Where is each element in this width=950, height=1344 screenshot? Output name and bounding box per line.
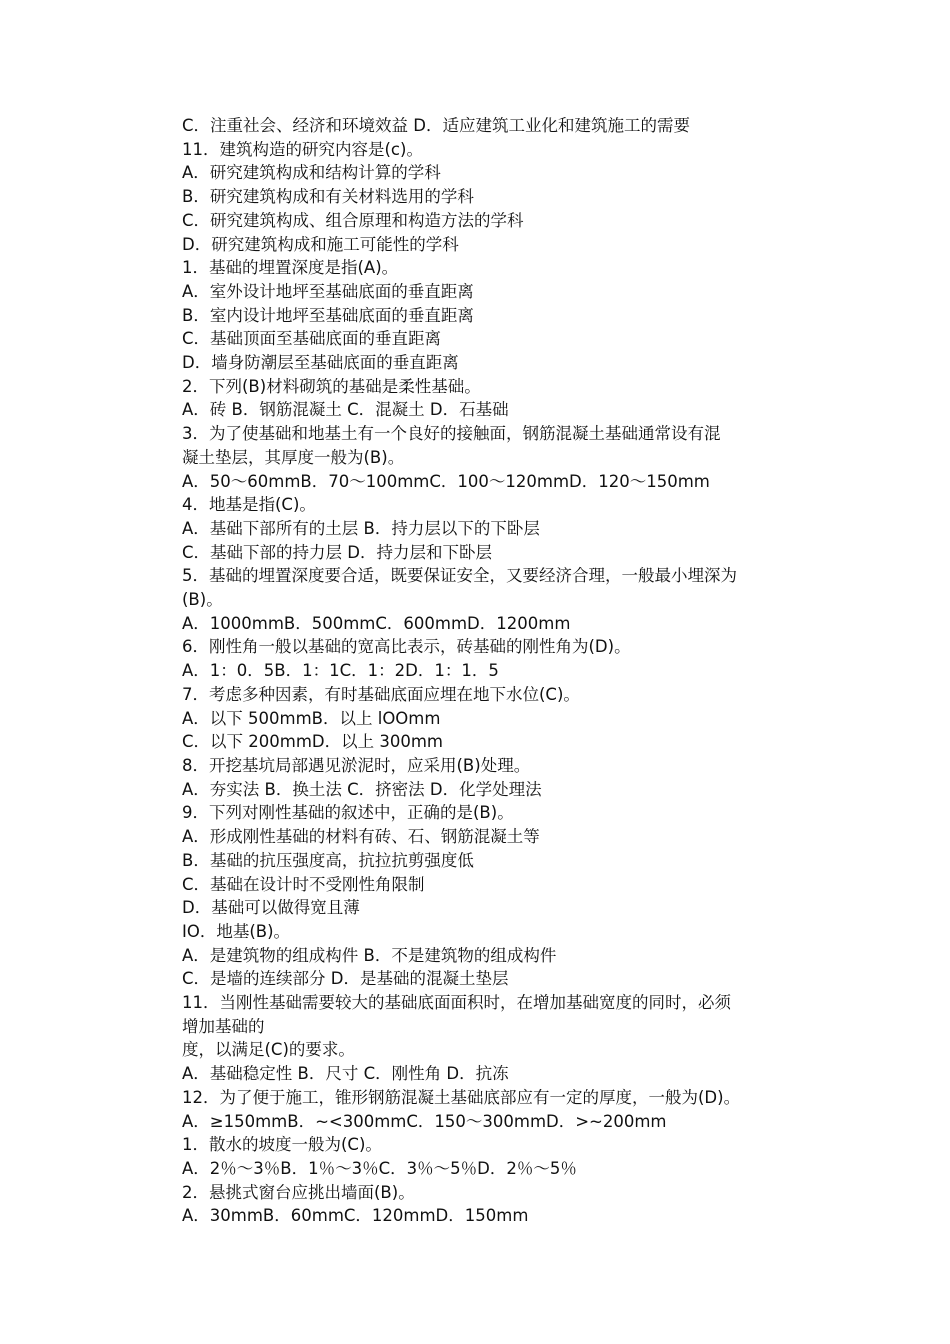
document-page (182, 114, 822, 1228)
option-line: C．以下 200mmD．以上 300mm (182, 732, 443, 752)
question-line-continued: 增加基础的 (182, 1016, 265, 1036)
option-line: D．墙身防潮层至基础底面的垂直距离 (182, 353, 459, 373)
option-line: A．基础稳定性 B．尺寸 C．刚性角 D．抗冻 (182, 1064, 509, 1084)
question-line: 1．基础的埋置深度是指(A)。 (182, 258, 399, 278)
option-line: C．基础顶面至基础底面的垂直距离 (182, 329, 442, 349)
question-line: 9．下列对刚性基础的叙述中，正确的是(B)。 (182, 803, 514, 823)
option-line: D．基础可以做得宽且薄 (182, 898, 360, 918)
option-line: A．夯实法 B．换土法 C．挤密法 D．化学处理法 (182, 779, 542, 799)
question-line: 4．地基是指(C)。 (182, 495, 316, 515)
option-line: A．≥150mmB．~<300mmC．150～300mmD．>~200mm (182, 1111, 667, 1131)
option-line: A．基础下部所有的土层 B．持力层以下的下卧层 (182, 518, 540, 538)
option-line: B．室内设计地坪至基础底面的垂直距离 (182, 305, 474, 325)
question-line: 12．为了便于施工，锥形钢筋混凝土基础底部应有一定的厚度，一般为(D)。 (182, 1087, 741, 1107)
question-line: 11．建筑构造的研究内容是(c)。 (182, 139, 423, 159)
question-line: IO．地基(B)。 (182, 921, 291, 941)
question-line: 2．悬挑式窗台应挑出墙面(B)。 (182, 1182, 415, 1202)
option-line: A．1000mmB．500mmC．600mmD．1200mm (182, 613, 571, 633)
question-line: 8．开挖基坑局部遇见淤泥时，应采用(B)处理。 (182, 755, 531, 775)
question-line-continued: (B)。 (182, 590, 223, 610)
option-line: A．2％～3％B．1％～3％C．3％～5％D．2％～5％ (182, 1158, 577, 1178)
question-line: 1．散水的坡度一般为(C)。 (182, 1135, 382, 1155)
question-line: 3．为了使基础和地基土有一个良好的接触面，钢筋混凝土基础通常设有混 (182, 424, 721, 444)
option-line: A．1：0．5B．1：1C．1：2D．1：1．5 (182, 661, 499, 681)
option-line: A．砖 B．钢筋混凝土 C．混凝土 D．石基础 (182, 400, 509, 420)
option-line: A．是建筑物的组成构件 B．不是建筑物的组成构件 (182, 945, 557, 965)
option-line: B．基础的抗压强度高，抗拉抗剪强度低 (182, 850, 474, 870)
question-line: 5．基础的埋置深度要合适，既要保证安全，又要经济合理，一般最小埋深为 (182, 566, 737, 586)
option-line: C．基础下部的持力层 D．持力层和下卧层 (182, 542, 492, 562)
question-line: 2．下列(B)材料砌筑的基础是柔性基础。 (182, 376, 481, 396)
question-line: 6．刚性角一般以基础的宽高比表示，砖基础的刚性角为(D)。 (182, 637, 631, 657)
question-line-continued: 度，以满足(C)的要求。 (182, 1040, 355, 1060)
option-line: A．室外设计地坪至基础底面的垂直距离 (182, 281, 474, 301)
option-line: C．研究建筑构成、组合原理和构造方法的学科 (182, 210, 524, 230)
option-line: A．形成刚性基础的材料有砖、石、钢筋混凝土等 (182, 827, 540, 847)
question-line-continued: 凝土垫层，其厚度一般为(B)。 (182, 447, 405, 467)
option-line: A．30mmB．60mmC．120mmD．150mm (182, 1206, 529, 1226)
option-line: A．研究建筑构成和结构计算的学科 (182, 163, 441, 183)
option-line: A．以下 500mmB．以上 lOOmm (182, 708, 441, 728)
question-line: 11．当刚性基础需要较大的基础底面面积时，在增加基础宽度的同时，必须 (182, 993, 731, 1013)
option-line: B．研究建筑构成和有关材料选用的学科 (182, 187, 474, 207)
question-line: 7．考虑多种因素，有时基础底面应埋在地下水位(C)。 (182, 684, 580, 704)
option-line: C．基础在设计时不受刚性角限制 (182, 874, 425, 894)
option-line: C．是墙的连续部分 D．是基础的混凝土垫层 (182, 969, 509, 989)
text-line: C．注重社会、经济和环境效益 D．适应建筑工业化和建筑施工的需要 (182, 116, 690, 135)
option-line: D．研究建筑构成和施工可能性的学科 (182, 234, 459, 254)
option-line: A．50～60mmB．70～100mmC．100～120mmD．120～150mm (182, 471, 710, 491)
